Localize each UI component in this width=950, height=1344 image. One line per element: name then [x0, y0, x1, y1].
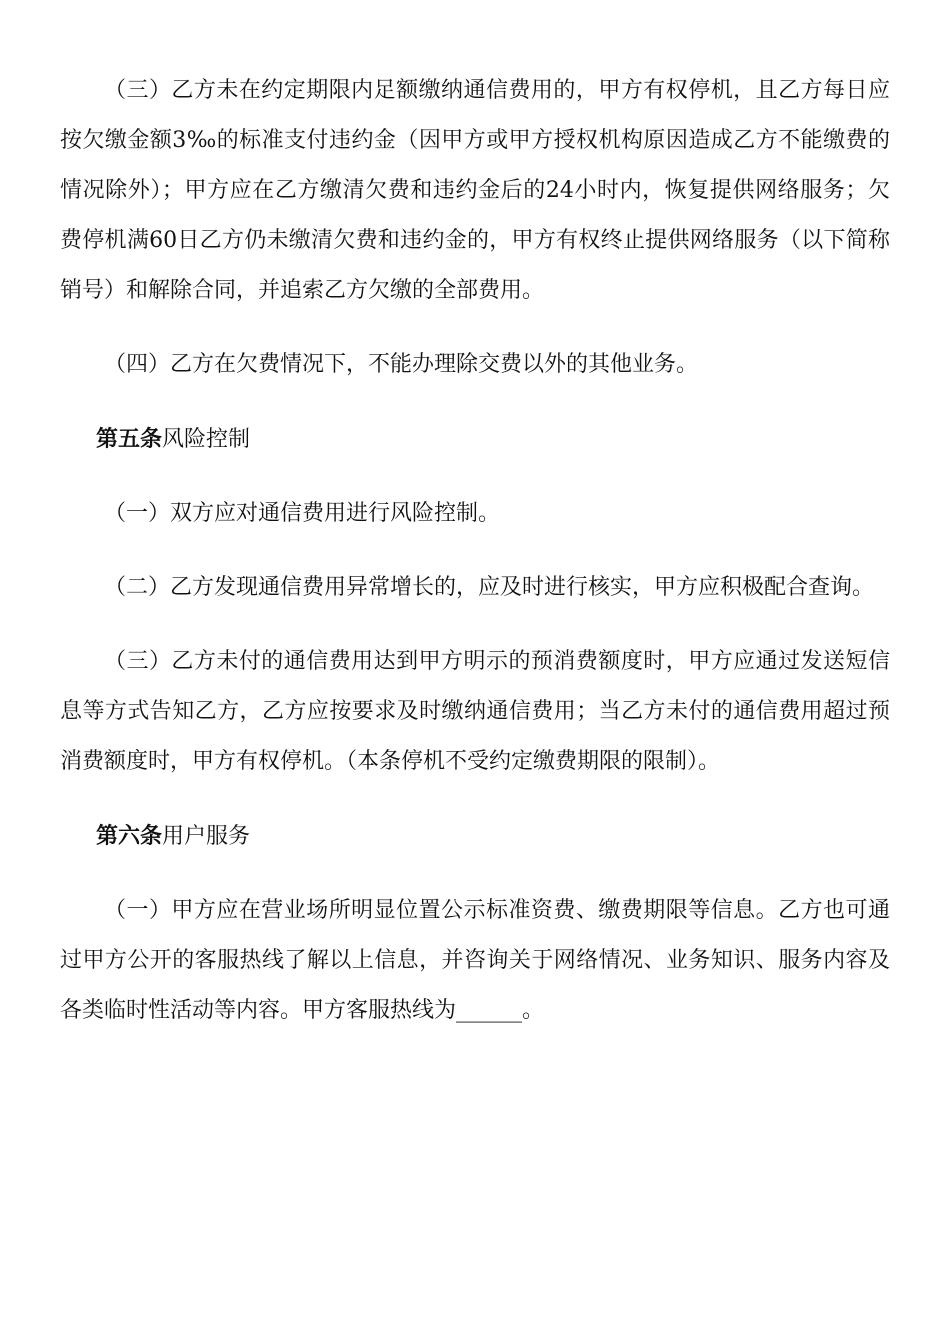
service-clause-1-paragraph: （一）甲方应在营业场所明显位置公示标准资费、缴费期限等信息。乙方也可通过甲方公开的客服热线了解以上信息，并咨询关于网络情况、业务知识、服务内容及各类临时性活动等内容。甲方客服热线为______。: [60, 898, 890, 1023]
risk-clause-2-paragraph: （二）乙方发现通信费用异常增长的，应及时进行核实，甲方应积极配合查询。: [104, 575, 875, 600]
article-6-title: 用户服务: [162, 824, 251, 849]
document-page: [60, 66, 890, 1036]
article-5-number: 第五条: [96, 426, 163, 452]
article-6-number: 第六条: [96, 823, 163, 849]
risk-clause-1-paragraph: （一）双方应对通信费用进行风险控制。: [104, 501, 501, 526]
clause-5-3-paragraph: （三）乙方未在约定期限内足额缴纳通信费用的，甲方有权停机，且乙方每日应按欠缴金额3‰的标准支付违约金（因甲方或甲方授权机构原因造成乙方不能缴费的情况除外）；甲方应在乙方缴清欠费和违约金后的24小时内，恢复提供网络服务；欠费停机满60日乙方仍未缴清欠费和违约金的，甲方有权终止提供网络服务（以下简称销号）和解除合同，并追索乙方欠缴的全部费用。: [60, 78, 890, 303]
clause-5-4-paragraph: （四）乙方在欠费情况下，不能办理除交费以外的其他业务。: [104, 352, 699, 377]
article-5-title: 风险控制: [162, 427, 251, 452]
article-5-heading: [60, 414, 890, 465]
risk-clause-3-paragraph: （三）乙方未付的通信费用达到甲方明示的预消费额度时，甲方应通过发送短信息等方式告知乙方，乙方应按要求及时缴纳通信费用；当乙方未付的通信费用超过预消费额度时，甲方有权停机。（本条停机不受约定缴费期限的限制）。: [60, 649, 890, 774]
article-6-heading: [60, 811, 890, 862]
